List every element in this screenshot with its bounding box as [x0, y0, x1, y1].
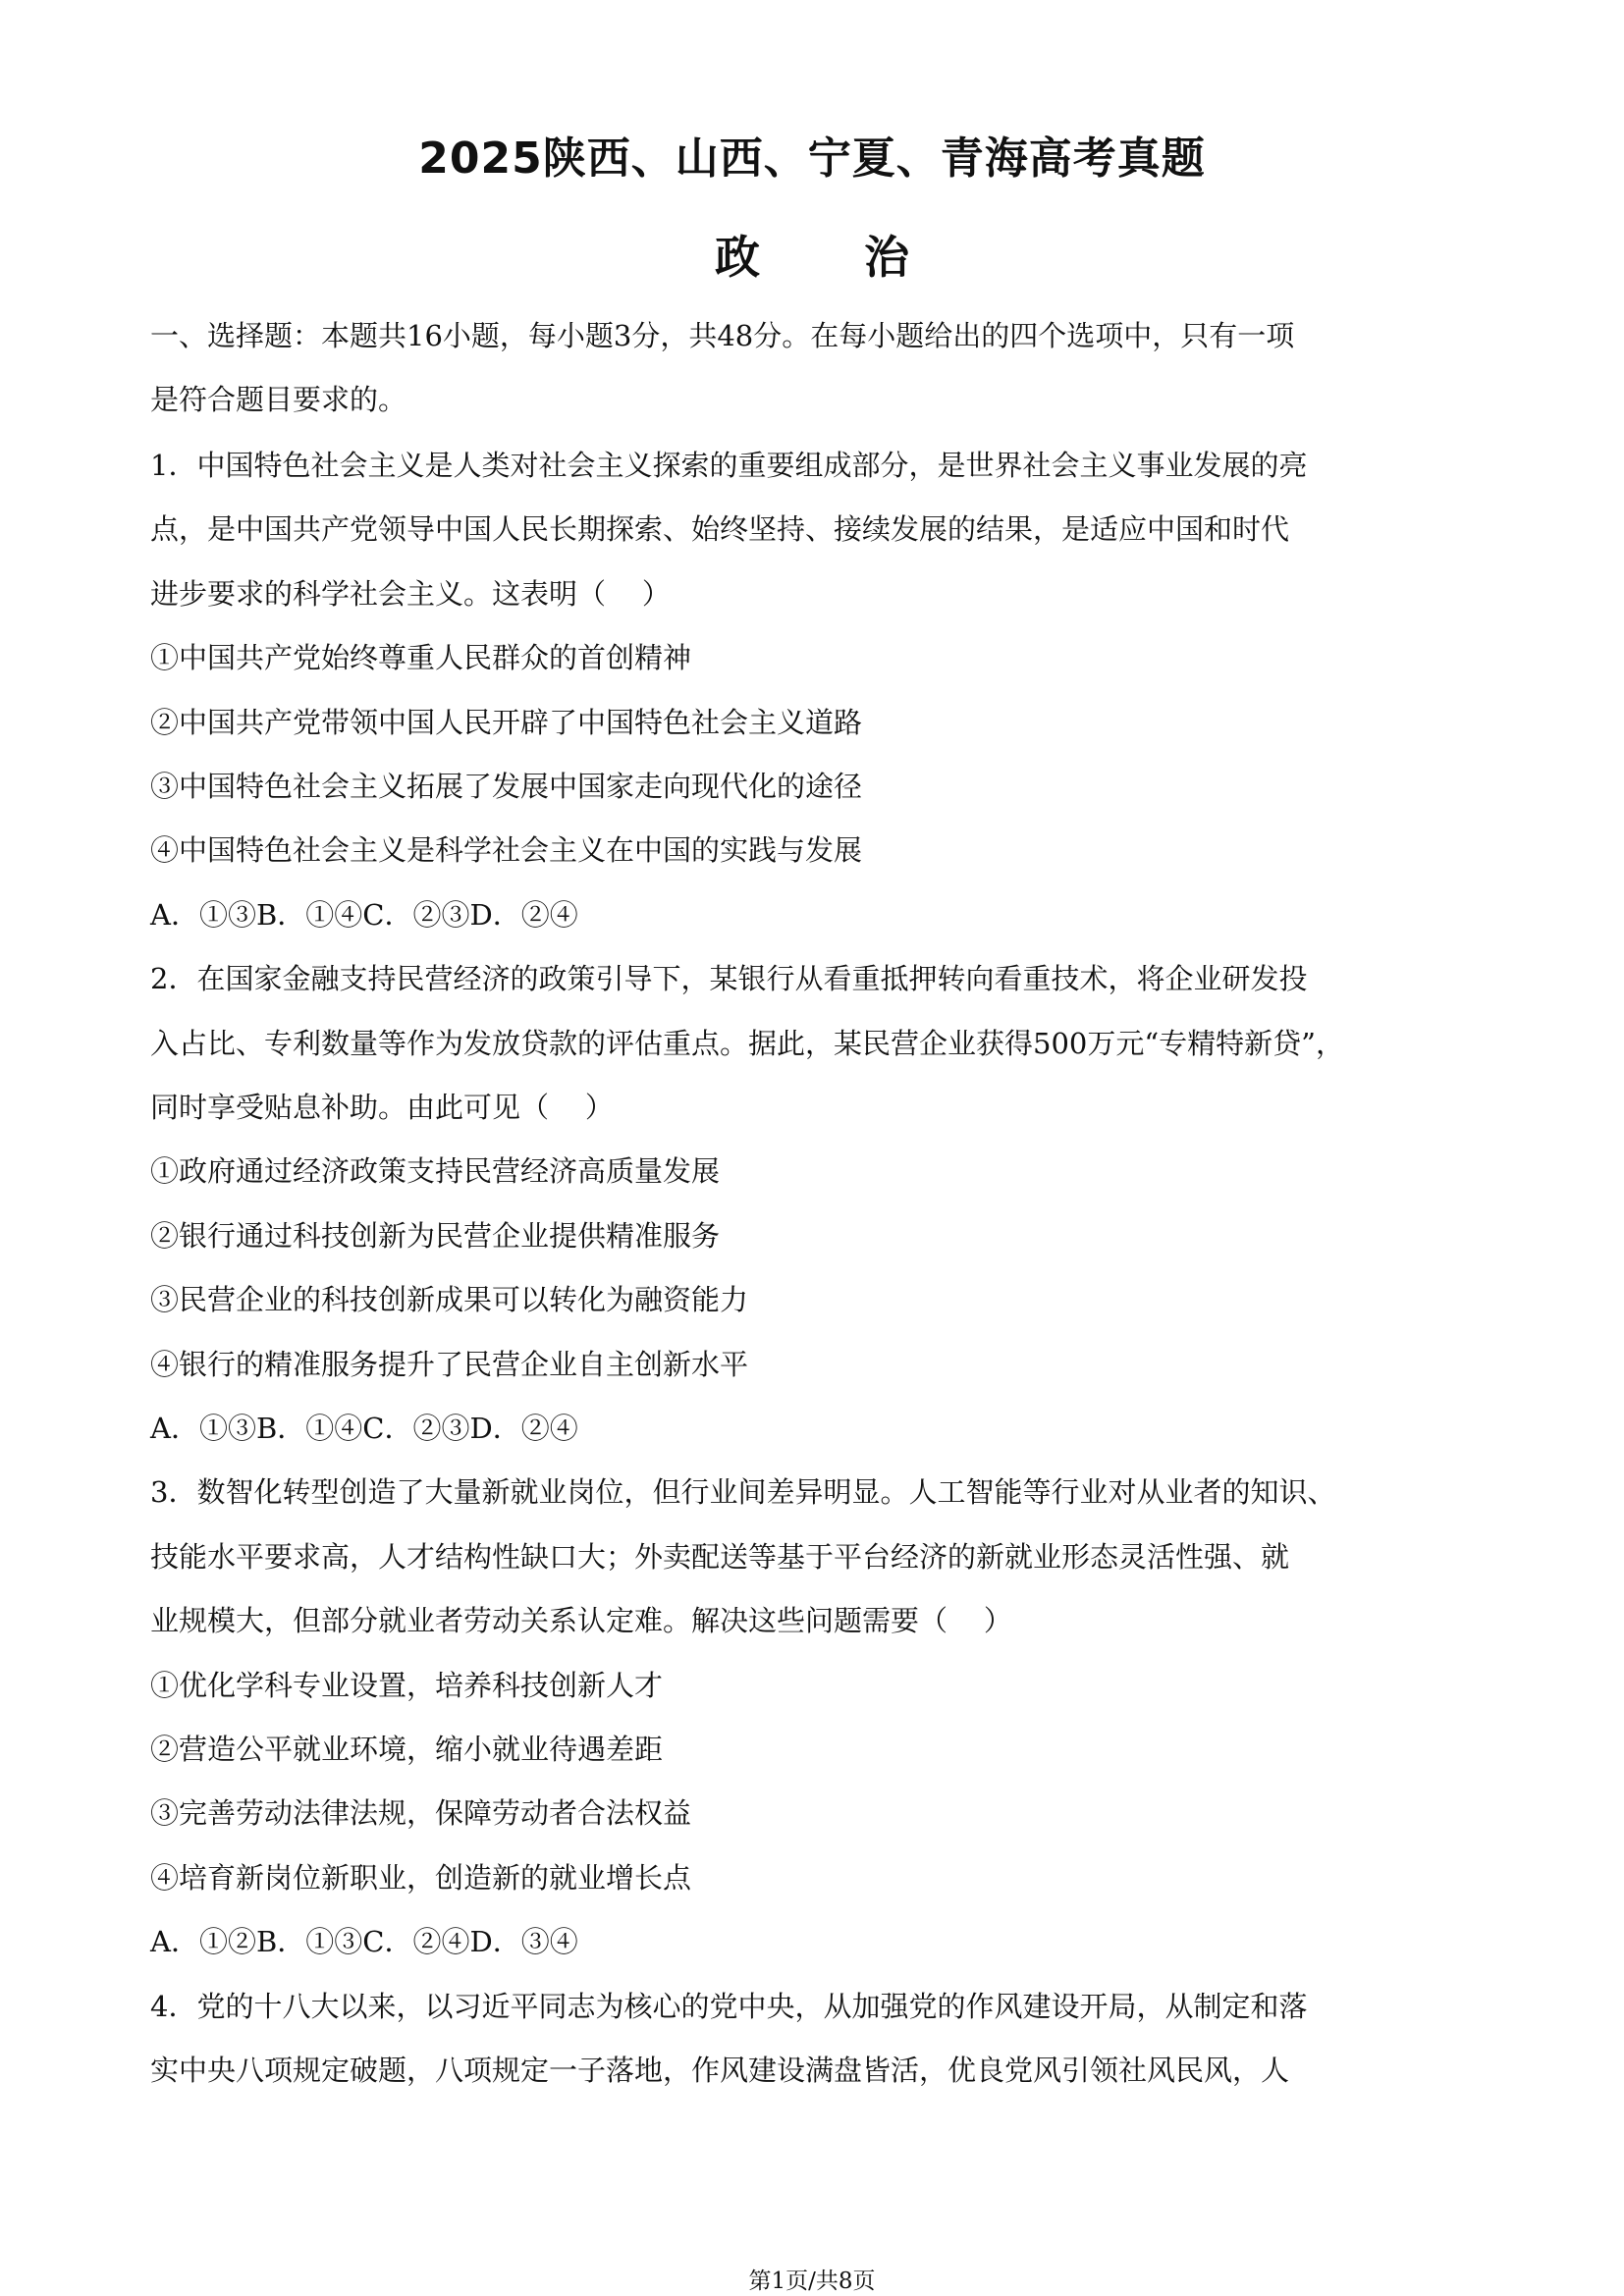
q1-option-4: ④中国特色社会主义是科学社会主义在中国的实践与发展 [150, 833, 863, 867]
q1-option-2: ②中国共产党带领中国人民开辟了中国特色社会主义道路 [150, 706, 863, 739]
q1-stem-line-3: 进步要求的科学社会主义。这表明（ ） [150, 577, 671, 611]
q2-answer-choices: A．①③B．①④C．②③D．②④ [150, 1412, 578, 1445]
q3-option-4: ④培育新岗位新职业，创造新的就业增长点 [150, 1861, 692, 1895]
q1-stem-line-2: 点，是中国共产党领导中国人民长期探索、始终坚持、接续发展的结果，是适应中国和时代 [150, 512, 1290, 546]
q2-stem-line-2: 入占比、专利数量等作为发放贷款的评估重点。据此，某民营企业获得500万元“专精特新贷”， [150, 1027, 1345, 1060]
q1-answer-choices: A．①③B．①④C．②③D．②④ [150, 898, 578, 932]
q3-option-3: ③完善劳动法律法规，保障劳动者合法权益 [150, 1796, 692, 1830]
q3-option-1: ①优化学科专业设置，培养科技创新人才 [150, 1669, 664, 1702]
q3-answer-choices: A．①②B．①③C．②④D．③④ [150, 1925, 578, 1958]
q3-stem-line-1: 3．数智化转型创造了大量新就业岗位，但行业间差异明显。人工智能等行业对从业者的知识、 [150, 1475, 1336, 1509]
q4-stem-line-1: 4．党的十八大以来，以习近平同志为核心的党中央，从加强党的作风建设开局，从制定和落 [150, 1990, 1308, 2023]
q2-option-1: ①政府通过经济政策支持民营经济高质量发展 [150, 1154, 721, 1188]
page-number: 第1页/共8页 [748, 2269, 876, 2294]
q4-stem-line-2: 实中央八项规定破题，八项规定一子落地，作风建设满盘皆活，优良党风引领社风民风，人 [150, 2054, 1290, 2087]
q2-stem-line-1: 2．在国家金融支持民营经济的政策引导下，某银行从看重抵押转向看重技术，将企业研发投 [150, 962, 1308, 995]
q2-stem-line-3: 同时享受贴息补助。由此可见（ ） [150, 1091, 614, 1124]
q3-stem-line-2: 技能水平要求高，人才结构性缺口大；外卖配送等基于平台经济的新就业形态灵活性强、就 [150, 1540, 1290, 1574]
q3-option-2: ②营造公平就业环境，缩小就业待遇差距 [150, 1733, 664, 1766]
q1-option-1: ①中国共产党始终尊重人民群众的首创精神 [150, 641, 692, 674]
q1-option-3: ③中国特色社会主义拓展了发展中国家走向现代化的途径 [150, 770, 863, 803]
q3-stem-line-3: 业规模大，但部分就业者劳动关系认定难。解决这些问题需要（ ） [150, 1604, 1012, 1637]
q2-option-4: ④银行的精准服务提升了民营企业自主创新水平 [150, 1348, 749, 1381]
subject-title: 政 治 [714, 231, 909, 284]
section-instruction-line-2: 是符合题目要求的。 [150, 383, 407, 416]
exam-title: 2025陕西、山西、宁夏、青海高考真题 [418, 133, 1206, 184]
q2-option-3: ③民营企业的科技创新成果可以转化为融资能力 [150, 1283, 749, 1316]
section-instruction-line-1: 一、选择题：本题共16小题，每小题3分，共48分。在每小题给出的四个选项中，只有一项 [150, 319, 1295, 352]
q1-stem-line-1: 1．中国特色社会主义是人类对社会主义探索的重要组成部分，是世界社会主义事业发展的亮 [150, 449, 1308, 482]
q2-option-2: ②银行通过科技创新为民营企业提供精准服务 [150, 1219, 721, 1253]
